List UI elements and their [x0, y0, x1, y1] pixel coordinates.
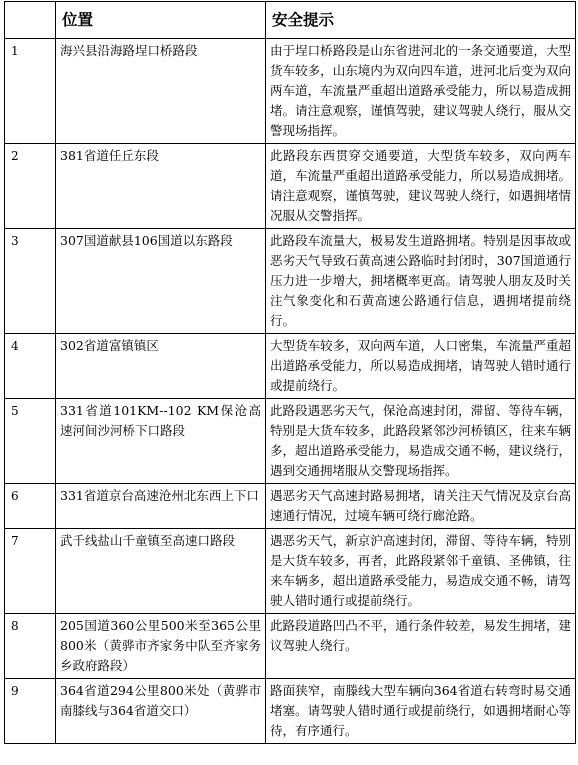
- table-row: [5, 229, 576, 334]
- table-row: [5, 484, 576, 529]
- row-tip: 遇恶劣天气高速封路易拥堵，请关注天气情况及京台高速通行情况，过境车辆可绕行廊沧路。: [266, 484, 576, 529]
- table-row: [5, 399, 576, 484]
- safety-table: [4, 1, 576, 744]
- row-tip: 路面狭窄，南滕线大型车辆向364省道右转弯时易交通堵塞。请驾驶人错时通行或提前绕行，如遇拥堵耐心等待，有序通行。: [266, 679, 576, 744]
- row-number: 6: [5, 484, 56, 529]
- row-location: 海兴县沿海路埕口桥路段: [56, 39, 266, 144]
- row-tip: 遇恶劣天气，新京沪高速封闭，滞留、等待车辆，特别是大货车较多，再者，此路段紧邻千童镇、圣佛镇，往来车辆多，超出道路承受能力，易造成交通不畅，请驾驶人错时通行或提前绕行。: [266, 529, 576, 614]
- row-number: 8: [5, 614, 56, 679]
- row-tip: 此路段遇恶劣天气，保沧高速封闭，滞留、等待车辆，特别是大货车较多，此路段紧邻沙河桥镇区，往来车辆多，超出道路承受能力，易造成交通不畅，建议绕行，遇到交通拥堵服从交警现场指挥。: [266, 399, 576, 484]
- row-tip: 由于埕口桥路段是山东省进河北的一条交通要道，大型货车较多，山东境内为双向四车道，进河北后变为双向两车道，车流量严重超出道路承受能力，所以易造成拥堵。请注意观察，谨慎驾驶，建议驾驶人绕行，服从交警现场指挥。: [266, 39, 576, 144]
- row-number: 9: [5, 679, 56, 744]
- table-row: [5, 614, 576, 679]
- row-location: 331省道京台高速沧州北东西上下口: [56, 484, 266, 529]
- table-row: [5, 144, 576, 229]
- row-number: 4: [5, 334, 56, 399]
- table-row: [5, 334, 576, 399]
- table-row: [5, 679, 576, 744]
- row-location: 331省道101KM--102 KM保沧高速河间沙河桥下口路段: [56, 399, 266, 484]
- row-tip: 此路段道路凹凸不平，通行条件较差，易发生拥堵，建议驾驶人绕行。: [266, 614, 576, 679]
- row-number: 2: [5, 144, 56, 229]
- row-location: 307国道献县106国道以东路段: [56, 229, 266, 334]
- row-location: 武千线盐山千童镇至高速口路段: [56, 529, 266, 614]
- header-location: 位置: [56, 2, 266, 39]
- row-location: 381省道任丘东段: [56, 144, 266, 229]
- row-tip: 大型货车较多，双向两车道，人口密集，车流量严重超出道路承受能力，所以易造成拥堵，请驾驶人错时通行或提前绕行。: [266, 334, 576, 399]
- row-location: 205国道360公里500米至365公里800米（黄骅市齐家务中队至齐家务乡政府路段）: [56, 614, 266, 679]
- row-number: 1: [5, 39, 56, 144]
- table-row: [5, 39, 576, 144]
- header-row: [5, 2, 576, 39]
- header-number: [5, 2, 56, 39]
- row-location: 302省道富镇镇区: [56, 334, 266, 399]
- row-number: 7: [5, 529, 56, 614]
- row-tip: 此路段车流量大，极易发生道路拥堵。特别是因事故或恶劣天气导致石黄高速公路临时封闭时，307国道通行压力进一步增大，拥堵概率更高。请驾驶人朋友及时关注气象变化和石黄高速公路通行信息，遇拥堵提前绕行。: [266, 229, 576, 334]
- header-safety-tip: 安全提示: [266, 2, 576, 39]
- row-number: 3: [5, 229, 56, 334]
- row-tip: 此路段东西贯穿交通要道，大型货车较多，双向两车道，车流量严重超出道路承受能力，所以易造成拥堵。请注意观察，谨慎驾驶，建议驾驶人绕行，如遇拥堵情况服从交警指挥。: [266, 144, 576, 229]
- table-row: [5, 529, 576, 614]
- row-number: 5: [5, 399, 56, 484]
- row-location: 364省道294公里800米处（黄骅市南膝线与364省道交口）: [56, 679, 266, 744]
